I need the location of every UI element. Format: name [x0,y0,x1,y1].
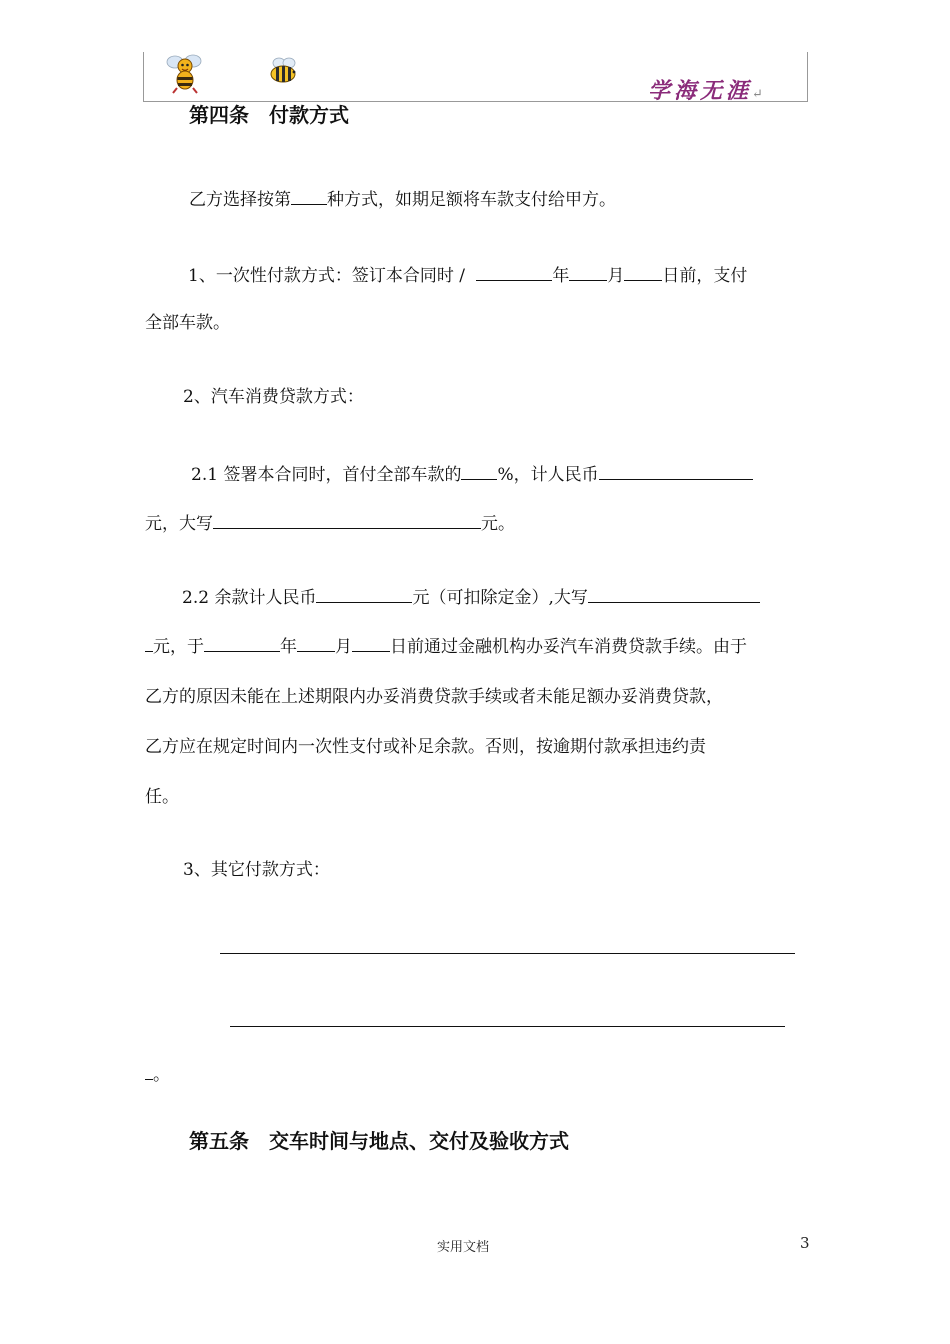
paragraph-loan: 2、汽车消费贷款方式： [183,387,364,407]
blank-field [213,512,481,529]
paragraph-payment-choice: 乙方选择按第 种方式，如期足额将车款支付给甲方。 [189,190,616,210]
blank-field [145,635,153,652]
paragraph-other-payment: 3、其它付款方式： [183,860,330,880]
blank-field [316,586,412,603]
bee-mascot-icon [163,52,207,94]
blank-field [588,586,760,603]
blank-field [297,635,335,652]
paragraph-lump-sum: 1、一次性付款方式：签订本合同时 / 年 月 日前，支付 [188,266,748,286]
paragraph-lump-sum-cont: 全部车款。 [145,313,230,333]
paragraph-down-payment: 2.1 签署本合同时，首付全部车款的 %，计人民币 [191,463,753,485]
small-bee-icon [265,57,301,87]
fill-in-line [220,953,795,954]
blank-field [461,463,497,480]
blank-field [476,264,552,281]
paragraph-balance-line5: 任。 [145,787,179,807]
blank-field [599,463,753,480]
paragraph-down-payment-cont: 元，大写 元。 [145,514,515,534]
fill-in-line-end: 。 [145,1063,170,1085]
fill-in-line [230,1026,785,1027]
blank-field [204,635,280,652]
page-number: 3 [800,1234,810,1252]
return-mark: ↵ [752,87,763,102]
paragraph-balance: 2.2 余款计人民币 元（可扣除定金）,大写 [182,586,760,608]
paragraph-balance-line2: 元，于 年 月 日前通过金融机构办妥汽车消费贷款手续。由于 [145,635,747,657]
article4-title: 第四条 付款方式 [189,103,349,127]
blank-field [569,264,607,281]
header-logo-text: 学海无涯↵ [648,78,763,104]
article5-title: 第五条 交车时间与地点、交付及验收方式 [189,1129,569,1153]
footer-label: 实用文档 [437,1240,490,1255]
blank-field [352,635,390,652]
paragraph-balance-line3: 乙方的原因未能在上述期限内办妥消费贷款手续或者未能足额办妥消费贷款， [145,687,723,707]
blank-field [291,188,327,205]
header-left-border [143,52,144,102]
blank-field [624,264,662,281]
blank-field [145,1063,153,1080]
paragraph-balance-line4: 乙方应在规定时间内一次性支付或补足余款。否则，按逾期付款承担违约责 [145,737,706,757]
header-right-border [807,52,808,102]
